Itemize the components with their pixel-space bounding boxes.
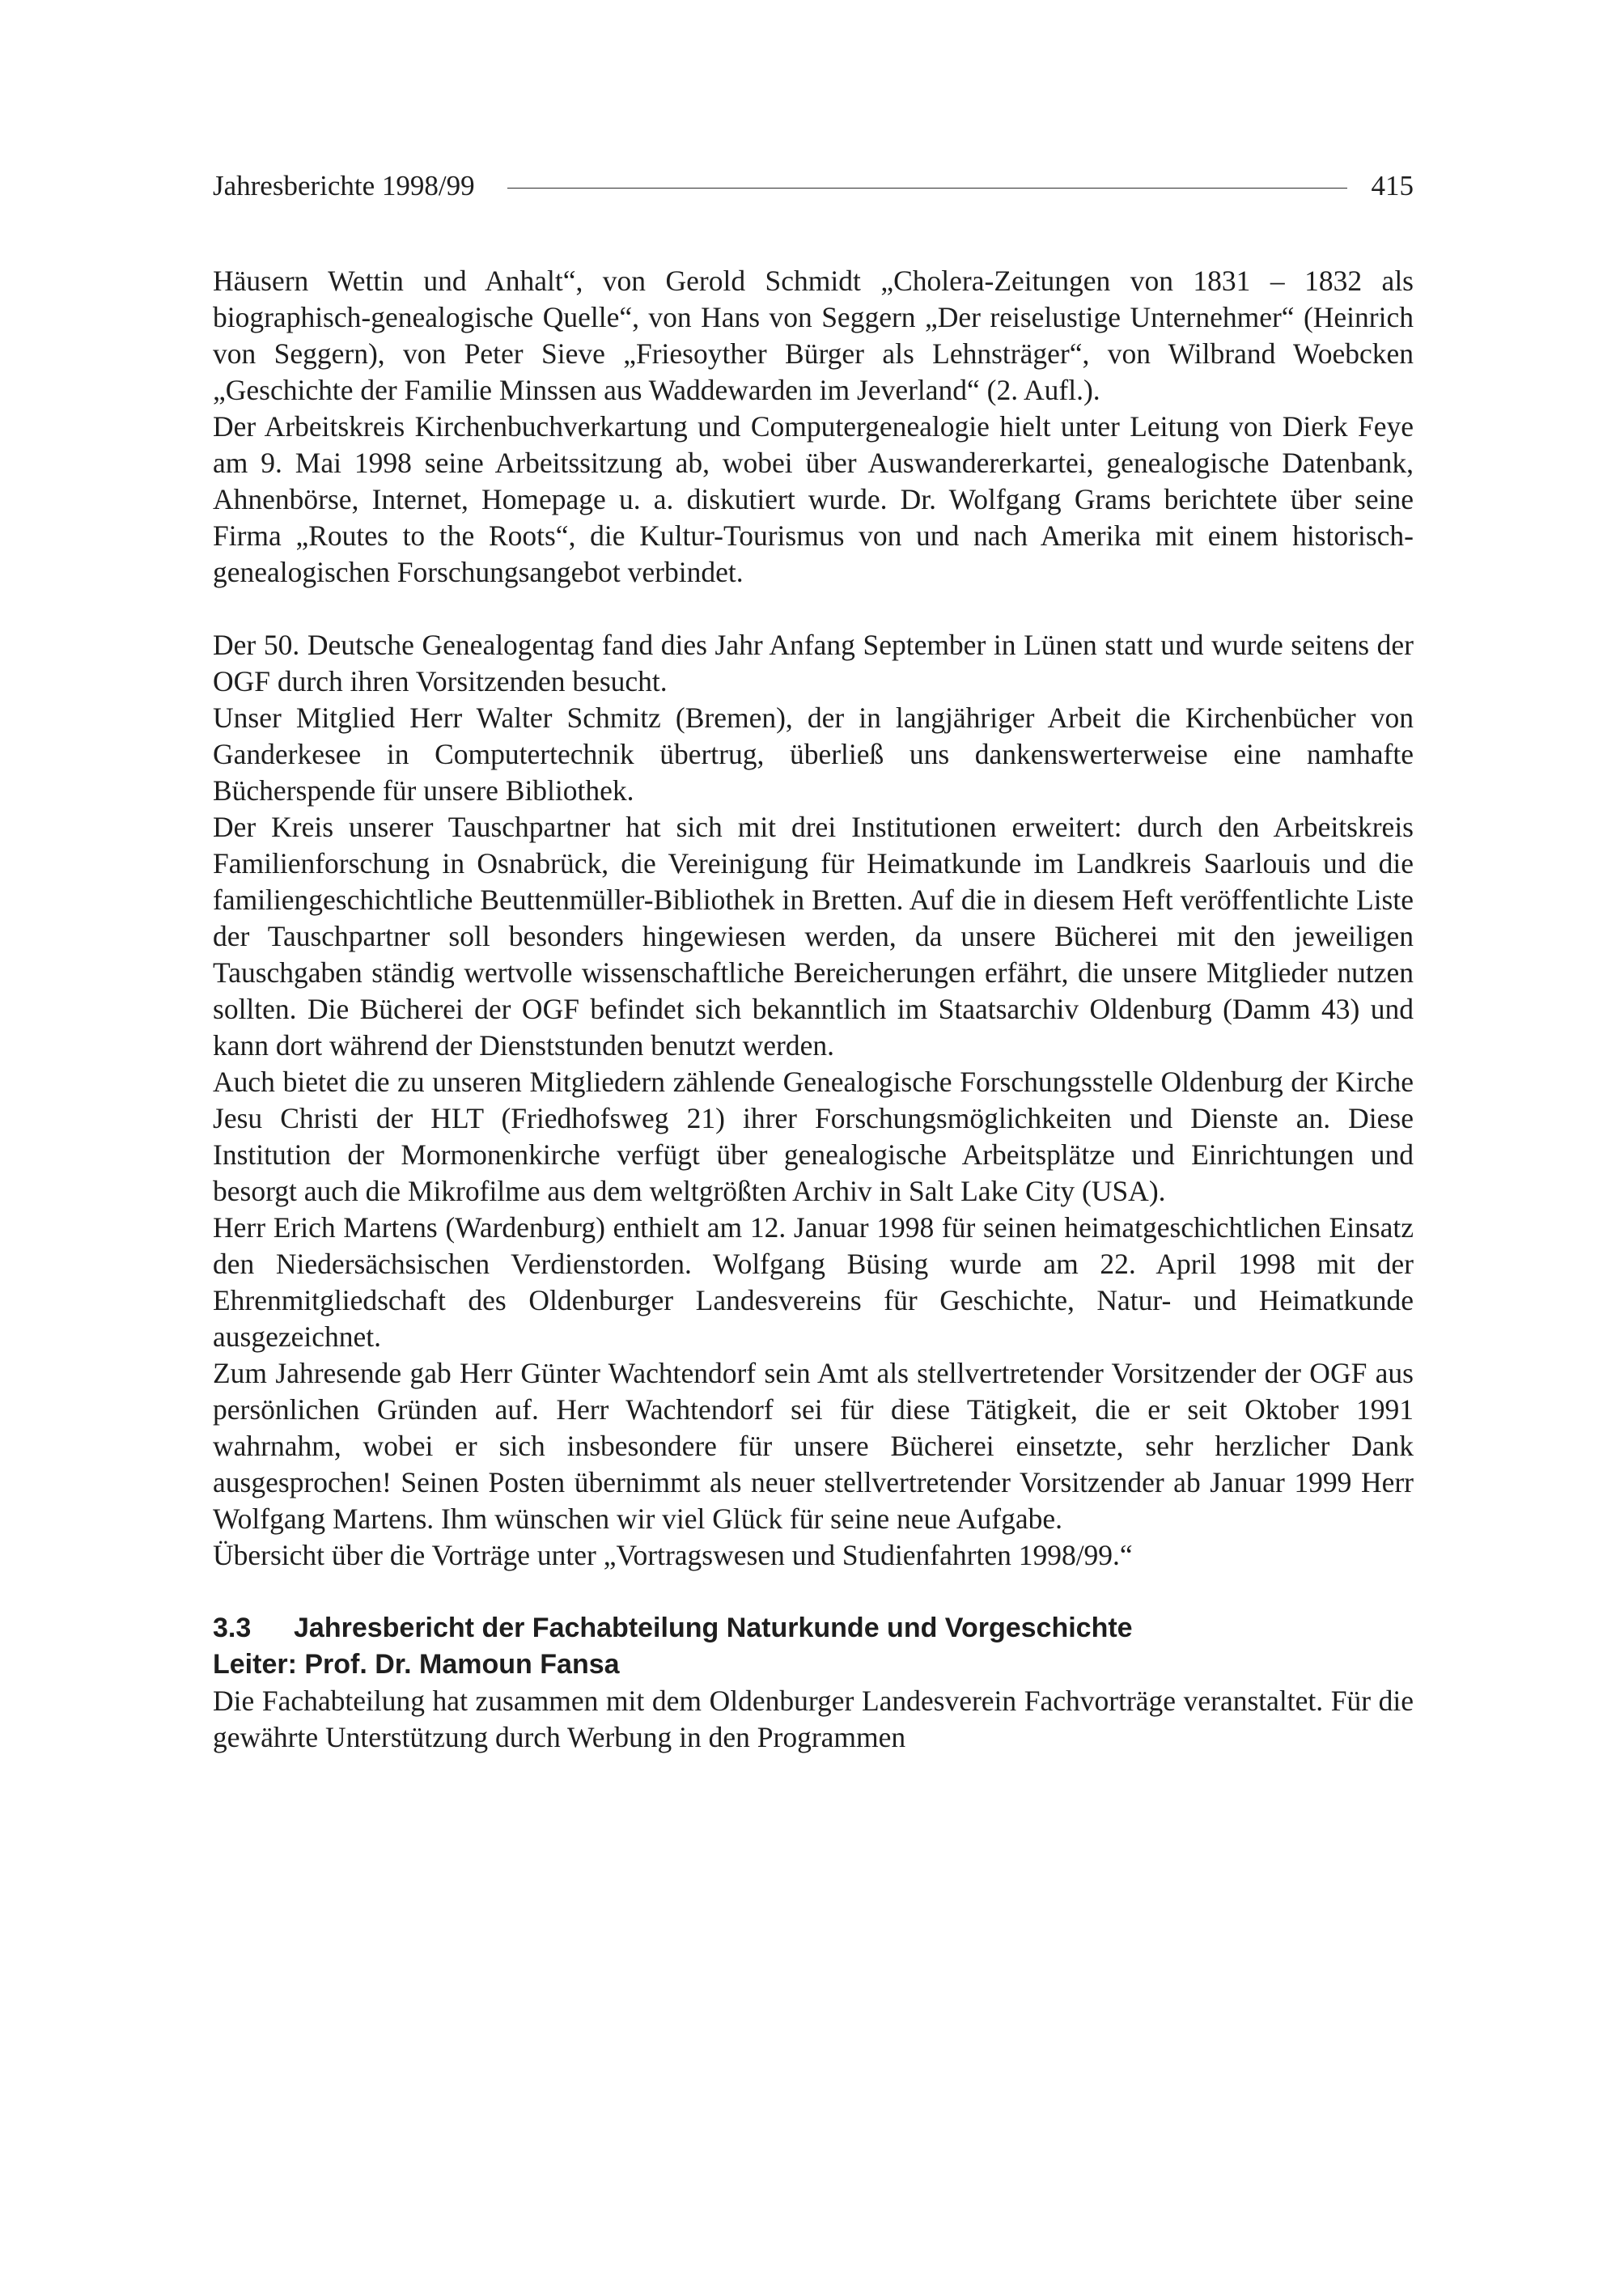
paragraph: Auch bietet die zu unseren Mitgliedern zählende Genealogische Forschungsstelle Oldenburg der Kirche Jesu Christi der HLT (Friedhofsweg 21) ihrer Forschungsmöglichkeiten und Dienste an. Diese Institution der Mormonenkirche verfügt über genealogische Arbeitsplätze und Einrichtungen und besorgt auch die Mikrofilme aus dem weltgrößten Archiv in Salt Lake City (USA). bbox=[213, 1066, 1414, 1207]
paragraph: Der Arbeitskreis Kirchenbuchverkartung und Computergenealogie hielt unter Leitung von Dierk Feye am 9. Mai 1998 seine Arbeitssitzung ab, wobei über Auswandererkartei, genealogische Datenbank, Ahnenbörse, Internet, Homepage u. a. diskutiert wurde. Dr. Wolfgang Grams berichtete über seine Firma „Routes to the Roots“, die Kultur-Tourismus von und nach Amerika mit einem historisch-genealogischen Forschungsangebot verbindet. bbox=[213, 410, 1414, 588]
header-rule bbox=[507, 188, 1347, 189]
page-number: 415 bbox=[1371, 170, 1414, 201]
section-heading bbox=[213, 1610, 1414, 1647]
paragraph: Unser Mitglied Herr Walter Schmitz (Bremen), der in langjähriger Arbeit die Kirchenbücher von Ganderkesee in Computertechnik übertrug, überließ uns dankenswerterweise eine namhafte Bücherspende für unsere Bibliothek. bbox=[213, 701, 1414, 807]
body-text bbox=[213, 263, 1414, 1756]
section-title: Jahresbericht der Fachabteilung Naturkunde und Vorgeschichte bbox=[294, 1613, 1133, 1643]
paragraph: Übersicht über die Vorträge unter „Vortragswesen und Studienfahrten 1998/99.“ bbox=[213, 1539, 1133, 1571]
paragraph: Zum Jahresende gab Herr Günter Wachtendorf sein Amt als stellvertretender Vorsitzender der OGF aus persönlichen Gründen auf. Herr Wachtendorf sei für diese Tätigkeit, die er seit Oktober 1991 wahrnahm, wobei er sich insbesondere für unsere Bücherei einsetzte, sehr herzlicher Dank ausgesprochen! Seinen Posten übernimmt als neuer stellvertretender Vorsitzender ab Januar 1999 Herr Wolfgang Martens. Ihm wünschen wir viel Glück für seine neue Aufgabe. bbox=[213, 1357, 1414, 1535]
paragraph: Häusern Wettin und Anhalt“, von Gerold Schmidt „Cholera-Zeitungen von 1831 – 1832 als biographisch-genealogische Quelle“, von Hans von Seggern „Der reiselustige Unternehmer“ (Heinrich von Seggern), von Peter Sieve „Friesoyther Bürger als Lehnsträger“, von Wilbrand Woebcken „Geschichte der Familie Minssen aus Waddewarden im Jeverland“ (2. Aufl.). bbox=[213, 265, 1414, 406]
paragraph: Herr Erich Martens (Wardenburg) enthielt am 12. Januar 1998 für seinen heimatgeschichtlichen Einsatz den Niedersächsischen Verdienstorden. Wolfgang Büsing wurde am 22. April 1998 mit der Ehrenmitgliedschaft des Oldenburger Landesvereins für Geschichte, Natur- und Heimatkunde ausgezeichnet. bbox=[213, 1211, 1414, 1353]
running-title: Jahresberichte 1998/99 bbox=[213, 170, 475, 201]
paragraph: Der Kreis unserer Tauschpartner hat sich mit drei Institutionen erweitert: durch den Arbeitskreis Familienforschung in Osnabrück, die Vereinigung für Heimatkunde im Landkreis Saarlouis und die familiengeschichtliche Beuttenmüller-Bibliothek in Bretten. Auf die in diesem Heft veröffentlichte Liste der Tauschpartner soll besonders hingewiesen werden, da unsere Bücherei mit den jeweiligen Tauschgaben ständig wertvolle wissenschaftliche Bereicherungen erfährt, die unsere Mitglieder nutzen sollten. Die Bücherei der OGF befindet sich bekanntlich im Staatsarchiv Oldenburg (Damm 43) und kann dort während der Dienststunden benutzt werden. bbox=[213, 811, 1414, 1062]
section-number: 3.3 bbox=[213, 1613, 252, 1643]
paragraph: Der 50. Deutsche Genealogentag fand dies Jahr Anfang September in Lünen statt und wurde seitens der OGF durch ihren Vorsitzenden besucht. bbox=[213, 629, 1414, 697]
section-leader: Leiter: Prof. Dr. Mamoun Fansa bbox=[213, 1649, 620, 1680]
running-header bbox=[213, 166, 1414, 206]
paragraph: Die Fachabteilung hat zusammen mit dem Oldenburger Landesverein Fachvorträge veranstaltet. Für die gewährte Unterstützung durch Werbung in den Programmen bbox=[213, 1685, 1414, 1753]
document-page bbox=[213, 0, 1414, 2293]
